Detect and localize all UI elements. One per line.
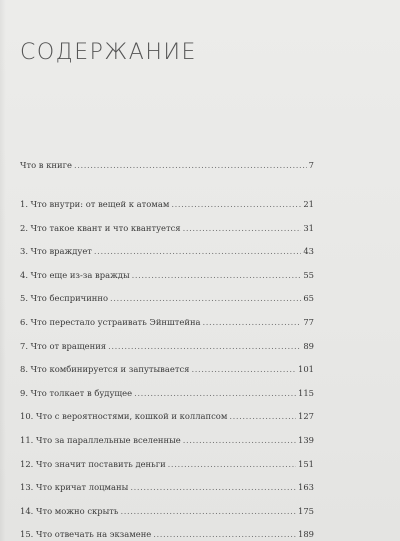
toc-dot-leader: [130, 482, 296, 493]
toc-dot-leader: [108, 341, 301, 352]
toc-entry-title: 11. Что за параллельные вселенные: [20, 434, 181, 445]
toc-page-number: 7: [308, 160, 314, 170]
toc-page-number: 139: [298, 434, 314, 445]
toc-dot-leader: [191, 364, 296, 375]
toc-page-number: 101: [298, 364, 314, 375]
toc-page-number: 31: [303, 222, 314, 233]
toc-entry-title: 13. Что кричат лоцманы: [20, 482, 129, 493]
toc-entry: [20, 223, 314, 234]
toc-entry-title: Что в книге: [20, 160, 72, 170]
toc-page-number: 21: [303, 199, 314, 209]
toc-entry: [20, 411, 314, 422]
toc-entry-title: 14. Что можно скрыть: [20, 505, 119, 516]
toc-dot-leader: [94, 246, 301, 257]
toc-dot-leader: [74, 160, 307, 171]
toc-entry: [20, 529, 314, 540]
toc-dot-leader: [168, 459, 296, 470]
toc-entry-title: 15. Что отвечать на экзамене: [20, 529, 152, 540]
toc-entry-title: 3. Что враждует: [20, 246, 92, 257]
toc-entry: [20, 364, 314, 375]
toc-dot-leader: [229, 411, 296, 422]
toc-entry-title: 10. Что с вероятностями, кошкой и коллапсом: [20, 411, 228, 422]
toc-page-number: 115: [298, 387, 314, 398]
toc-dot-leader: [132, 270, 302, 281]
toc-page-number: 127: [298, 411, 314, 422]
toc-entry-title: 8. Что комбинируется и запутывается: [20, 364, 190, 375]
toc-entry-title: 6. Что перестало устраивать Эйнштейна: [20, 316, 201, 327]
toc-entry-title: 1. Что внутри: от вещей к атомам: [20, 199, 170, 209]
toc-entry: [20, 317, 314, 328]
toc-intro-list: [20, 160, 314, 171]
toc-entry: [20, 293, 314, 304]
toc-page-number: 189: [298, 529, 314, 540]
toc-dot-leader: [183, 223, 302, 234]
toc-dot-leader: [153, 529, 296, 540]
toc-page-number: 151: [298, 458, 314, 469]
toc-page-number: 65: [303, 293, 314, 304]
toc-entry-title: 5. Что беспричинно: [20, 293, 109, 304]
toc-page-number: 55: [303, 269, 314, 280]
toc-dot-leader: [171, 199, 301, 210]
toc-entry: [20, 506, 314, 517]
toc-page-number: 43: [303, 246, 314, 257]
toc-entry: [20, 388, 314, 399]
toc-entry: [20, 199, 314, 210]
toc-dot-leader: [110, 293, 301, 304]
toc-page-number: 175: [298, 505, 314, 516]
toc-dot-leader: [183, 435, 296, 446]
toc-page-number: 89: [303, 340, 314, 351]
toc-page-number: 77: [303, 316, 314, 327]
toc-entry: [20, 459, 314, 470]
toc-chapter-list: [20, 199, 314, 540]
toc-entry-title: 7. Что от вращения: [20, 340, 107, 351]
toc-entry-intro: [20, 160, 314, 171]
toc-dot-leader: [120, 506, 296, 517]
toc-entry: [20, 435, 314, 446]
toc-entry-title: 4. Что еще из-за вражды: [20, 269, 130, 280]
toc-entry: [20, 246, 314, 257]
toc-dot-leader: [203, 317, 302, 328]
toc-entry-title: 12. Что значит поставить деньги: [20, 458, 166, 469]
page-title: СОДЕРЖАНИЕ: [20, 40, 197, 65]
toc-entry: [20, 341, 314, 352]
toc-entry-title: 9. Что толкает в будущее: [20, 387, 133, 398]
toc-entry: [20, 482, 314, 493]
toc-dot-leader: [134, 388, 296, 399]
toc-entry-title: 2. Что такое квант и что квантуется: [20, 222, 181, 233]
page-edge-shadow: [0, 0, 6, 541]
toc-entry: [20, 270, 314, 281]
toc-page-number: 163: [298, 482, 314, 493]
